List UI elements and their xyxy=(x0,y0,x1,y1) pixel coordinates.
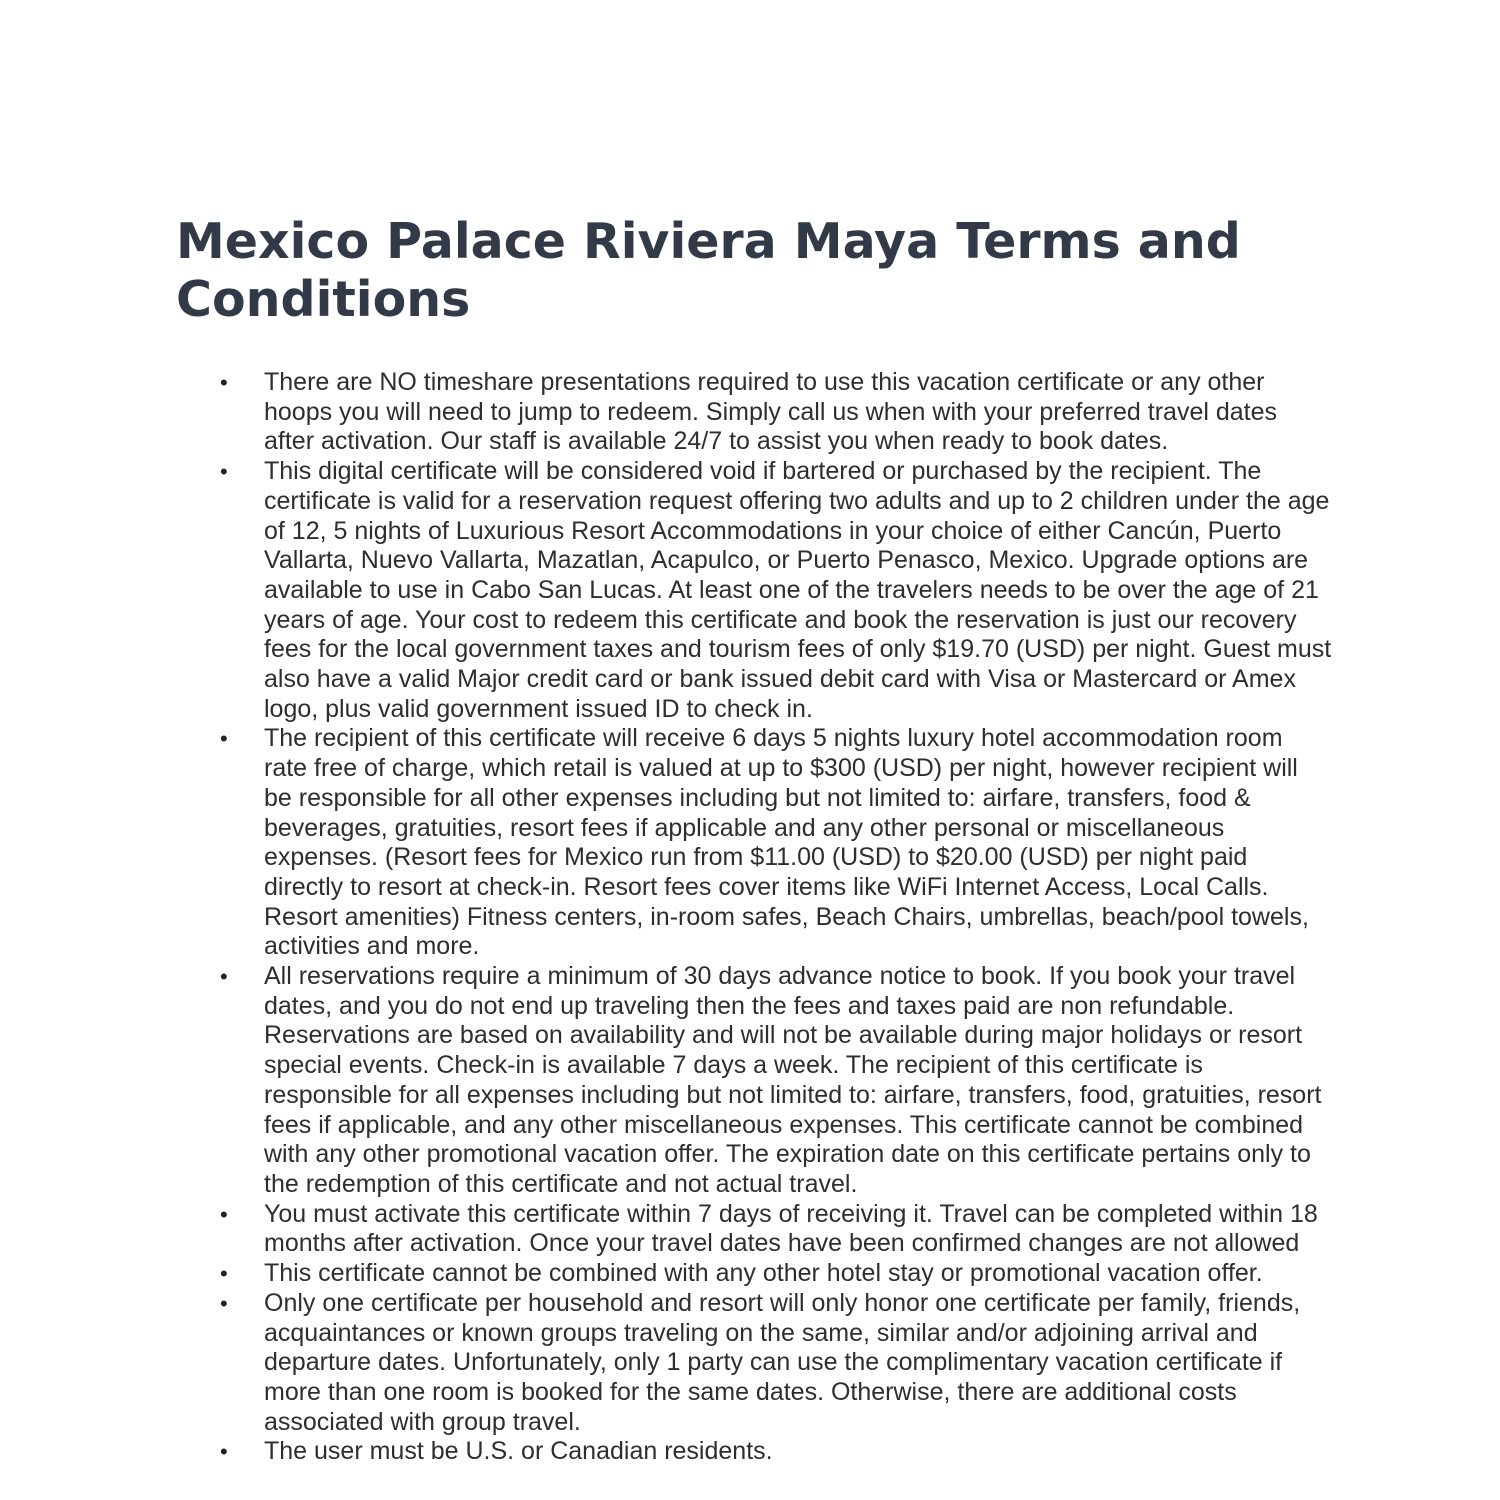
term-text: You must activate this certificate within 7 days of receiving it. Travel can be completed within 18 months after activation. Once your travel dates have been confirmed changes are not allowed xyxy=(264,1199,1318,1258)
bullet-icon: • xyxy=(220,726,228,752)
bullet-icon: • xyxy=(220,370,228,395)
list-item xyxy=(220,1199,1332,1259)
terms-list xyxy=(220,368,1332,1467)
term-text: There are NO timeshare presentations required to use this vacation certificate or any other hoops you will need to jump to redeem. Simply call us when with your preferred travel dates after activation. Our staff is available 24/7 to assist you when ready to book dates. xyxy=(264,368,1278,456)
bullet-icon: • xyxy=(220,459,228,485)
page-title: Mexico Palace Riviera Maya Terms and Conditions xyxy=(176,213,1241,328)
list-item xyxy=(220,457,1332,724)
list-item xyxy=(220,1288,1332,1438)
list-item xyxy=(220,368,1332,457)
term-text: The recipient of this certificate will receive 6 days 5 nights luxury hotel accommodation room rate free of charge, which retail is valued at up to $300 (USD) per night, however recipient will be responsible for all other expenses including but not limited to: airfare, transfers, food & beverages, gratuities, resort fees if applicable and any other personal or miscellaneous expenses. (Resort fees for Mexico run from $11.00 (USD) to $20.00 (USD) per night paid directly to resort at check-in. Resort fees cover items like WiFi Internet Access, Local Calls. Resort amenities) Fitness centers, in-room safes, Beach Chairs, umbrellas, beach/pool towels, activities and more. xyxy=(264,724,1309,961)
bullet-icon: • xyxy=(220,964,228,990)
bullet-icon: • xyxy=(220,1290,228,1316)
bullet-icon: • xyxy=(220,1439,228,1465)
term-text: All reservations require a minimum of 30 days advance notice to book. If you book your travel dates, and you do not end up traveling then the fees and taxes paid are non refundable. Reservations are based on availability and will not be available during major holidays or resort special events. Check-in is available 7 days a week. The recipient of this certificate is responsible for all expenses including but not limited to: airfare, transfers, food, gratuities, resort fees if applicable, and any other miscellaneous expenses. This certificate cannot be combined with any other promotional vacation offer. The expiration date on this certificate pertains only to the redemption of this certificate and not actual travel. xyxy=(264,962,1322,1198)
term-text: This digital certificate will be considered void if bartered or purchased by the recipient. The certificate is valid for a reservation request offering two adults and up to 2 children under the age of 12, 5 nights of Luxurious Resort Accommodations in your choice of either Cancún, Puerto Vallarta, Nuevo Vallarta, Mazatlan, Acapulco, or Puerto Penasco, Mexico. Upgrade options are available to use in Cabo San Lucas. At least one of the travelers needs to be over the age of 21 years of age. Your cost to redeem this certificate and book the reservation is just our recovery fees for the local government taxes and tourism fees of only $19.70 (USD) per night. Guest must also have a valid Major credit card or bank issued debit card with Visa or Mastercard or Amex logo, plus valid government issued ID to check in. xyxy=(264,457,1332,723)
list-item xyxy=(220,1437,1332,1467)
term-text: Only one certificate per household and resort will only honor one certificate per family, friends, acquaintances or known groups traveling on the same, similar and/or adjoining arrival and departure dates. Unfortunately, only 1 party can use the complimentary vacation certificate if more than one room is booked for the same dates. Otherwise, there are additional costs associated with group travel. xyxy=(264,1288,1301,1436)
bullet-icon: • xyxy=(220,1261,228,1287)
list-item xyxy=(220,724,1332,962)
term-text: This certificate cannot be combined with any other hotel stay or promotional vacation offer. xyxy=(264,1259,1263,1288)
term-text: The user must be U.S. or Canadian residents. xyxy=(264,1437,773,1466)
bullet-icon: • xyxy=(220,1201,228,1227)
list-item xyxy=(220,1259,1332,1289)
list-item xyxy=(220,962,1332,1200)
